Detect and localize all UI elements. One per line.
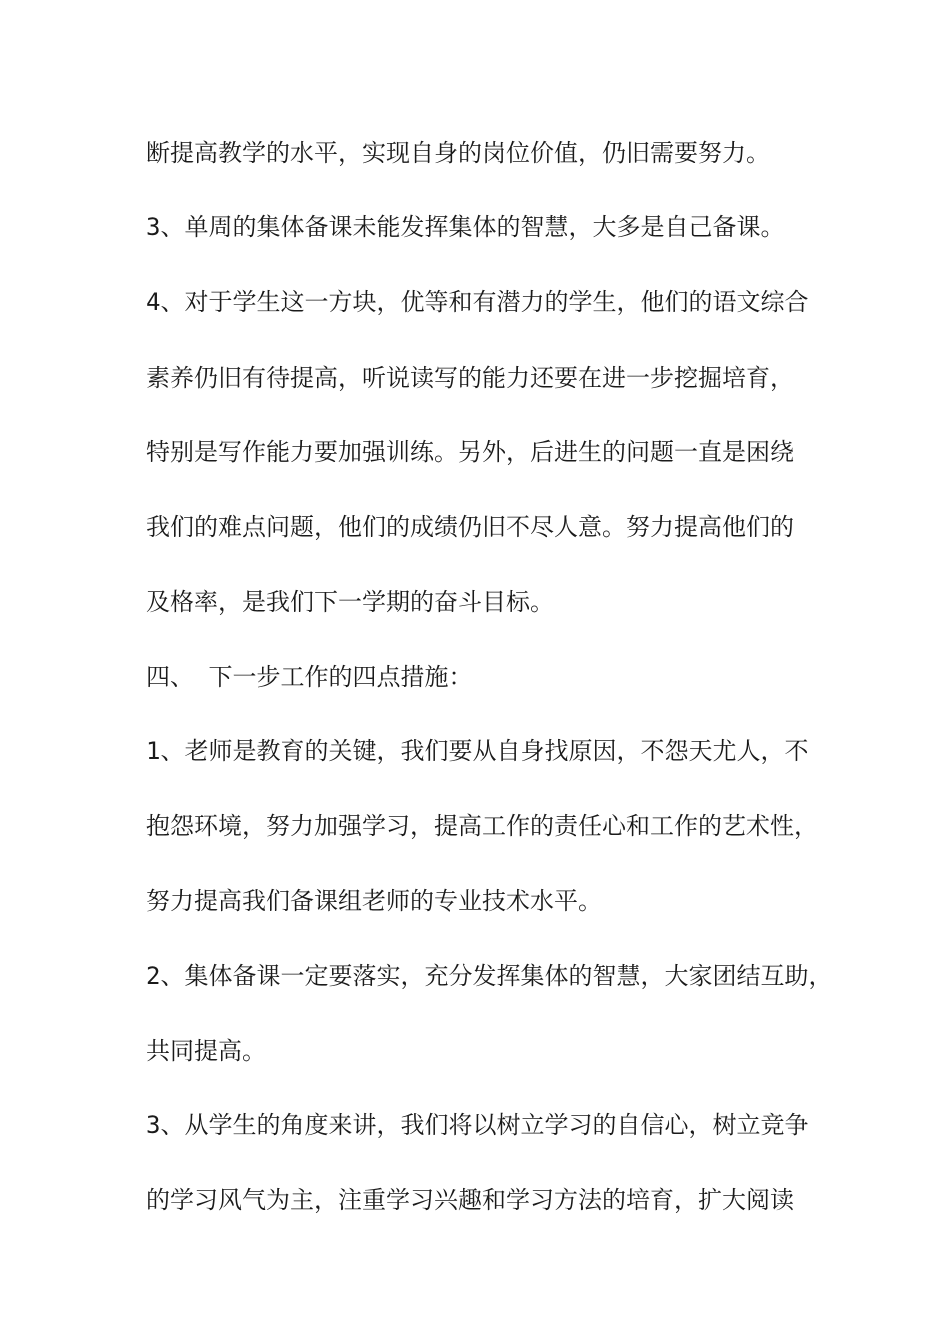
text-line: 特别是写作能力要加强训练。另外，后进生的问题一直是困绕 [146, 438, 794, 466]
text-line: 及格率，是我们下一学期的奋斗目标。 [146, 588, 554, 616]
text-line: 我们的难点问题，他们的成绩仍旧不尽人意。努力提高他们的 [146, 513, 794, 541]
text-line: 3、从学生的角度来讲，我们将以树立学习的自信心，树立竞争 [146, 1111, 809, 1139]
text-line: 4、对于学生这一方块，优等和有潜力的学生，他们的语文综合 [146, 288, 809, 316]
text-line: 共同提高。 [146, 1037, 266, 1065]
text-line: 抱怨环境，努力加强学习，提高工作的责任心和工作的艺术性， [146, 812, 818, 840]
text-line: 素养仍旧有待提高，听说读写的能力还要在进一步挖掘培育， [146, 364, 794, 392]
text-line: 断提高教学的水平，实现自身的岗位价值，仍旧需要努力。 [146, 139, 770, 167]
text-line: 1、老师是教育的关键，我们要从自身找原因，不怨天尤人，不 [146, 737, 809, 765]
text-line: 努力提高我们备课组老师的专业技术水平。 [146, 887, 602, 915]
section-heading: 四、 下一步工作的四点措施： [146, 663, 473, 691]
text-line: 3、单周的集体备课未能发挥集体的智慧，大多是自己备课。 [146, 213, 785, 241]
text-line: 的学习风气为主，注重学习兴趣和学习方法的培育，扩大阅读 [146, 1186, 794, 1214]
text-line: 2、集体备课一定要落实，充分发挥集体的智慧，大家团结互助， [146, 962, 833, 990]
